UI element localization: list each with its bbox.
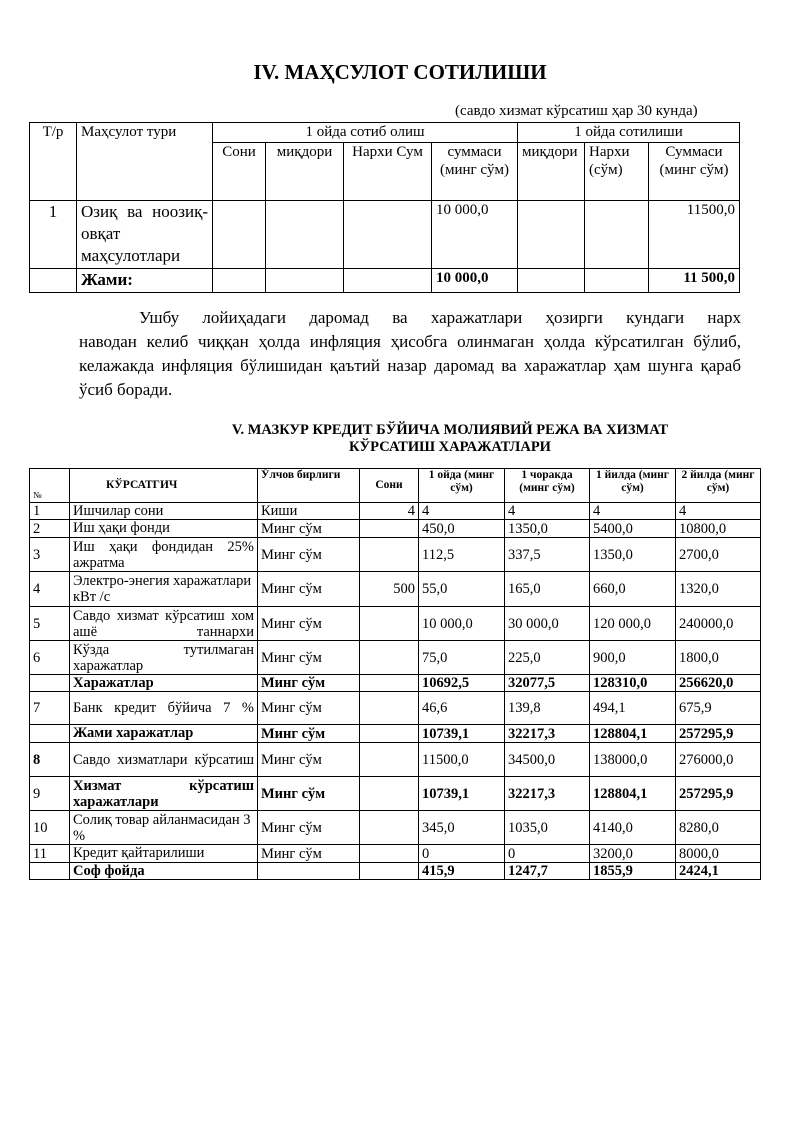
quarter-value: 165,0 [505,572,590,607]
count [360,538,419,572]
row-number [30,725,70,743]
unit: Минг сўм [258,538,360,572]
section-5-title-line1: V. МАЗКУР КРЕДИТ БЎЙИЧА МОЛИЯВИЙ РЕЖА ВА ХИЗМАТ [231,422,669,438]
quarter-value: 1035,0 [505,811,590,845]
row-number: 3 [30,538,70,572]
table-row [30,503,761,520]
unit: Минг сўм [258,811,360,845]
unit: Минг сўм [258,607,360,641]
unit: Минг сўм [258,692,360,725]
table-row [30,641,761,675]
purchase-price-header: Нархи Сум [344,143,432,201]
count [360,845,419,863]
indicator-name: Жами харажатлар [70,725,258,743]
quarter-value: 30 000,0 [505,607,590,641]
row-number: 9 [30,777,70,811]
quarter-value: 32077,5 [505,675,590,692]
purchase-sum-total: 10 000,0 [432,269,518,293]
sales-sum-value: 11500,0 [649,201,740,269]
year1-value: 1855,9 [590,863,676,880]
paragraph-rest: наводан келиб чиққан ҳолда инфляция ҳисобга олинмаган ҳолда кўрсатилган бўлиб, келажакда инфляция бўлишидан қаътий назар даромад ва харажатлар ҳам шунга қараб ўсиб боради. [79,332,741,399]
table-row [30,607,761,641]
count: 500 [360,572,419,607]
section-5-title-line2: КЎРСАТИШ ХАРАЖАТЛАРИ [349,439,551,455]
count [360,863,419,880]
year1-value: 5400,0 [590,520,676,538]
indicator-name: Кредит қайтарилиши [70,845,258,863]
table-row [30,692,761,725]
year1-value: 900,0 [590,641,676,675]
indicator-name: Савдо хизматлари кўрсатиш [70,743,258,777]
quarter-value: 1247,7 [505,863,590,880]
month-value: 46,6 [419,692,505,725]
row-number: 1 [30,201,77,269]
count [360,641,419,675]
sales-group-header: 1 ойда сотилиши [518,123,740,143]
section-4-note: (савдо хизмат кўрсатиш ҳар 30 кунда) [455,103,698,119]
year1-value: 660,0 [590,572,676,607]
unit: Минг сўм [258,520,360,538]
quarter-value: 225,0 [505,641,590,675]
year2-value: 256620,0 [676,675,761,692]
year1-value: 3200,0 [590,845,676,863]
purchase-sum-value: 10 000,0 [432,201,518,269]
purchase-group-header: 1 ойда сотиб олиш [213,123,518,143]
month-value: 0 [419,845,505,863]
purchase-count-header: Сони [213,143,266,201]
indicator-name: Кўзда тутилмаган харажатлар [70,641,258,675]
month-value: 415,9 [419,863,505,880]
year2-value: 8000,0 [676,845,761,863]
year1-value: 1350,0 [590,538,676,572]
month-value: 112,5 [419,538,505,572]
table-row [30,572,761,607]
header-quarter: 1 чоракда (минг сўм) [505,469,590,503]
table-row [30,811,761,845]
indicator-name: Солиқ товар айланмасидан 3 % [70,811,258,845]
table-row [30,863,761,880]
indicator-name: Савдо хизмат кўрсатиш хом ашё таннархи [70,607,258,641]
quarter-value: 32217,3 [505,725,590,743]
year1-value: 4140,0 [590,811,676,845]
month-value: 75,0 [419,641,505,675]
indicator-name: Иш ҳақи фондидан 25% ажратма [70,538,258,572]
indicator-name: Хизмат кўрсатиш харажатлари [70,777,258,811]
body-paragraph [79,306,741,402]
sales-price-header: Нархи (сўм) [585,143,649,201]
header-indicator: КЎРСАТГИЧ [70,469,258,503]
year1-value: 138000,0 [590,743,676,777]
unit: Минг сўм [258,572,360,607]
count [360,743,419,777]
sales-qty-header: миқдори [518,143,585,201]
unit: Минг сўм [258,777,360,811]
header-year2: 2 йилда (минг сўм) [676,469,761,503]
count [360,777,419,811]
month-value: 10739,1 [419,725,505,743]
row-number: 7 [30,692,70,725]
paragraph-first-line: Ушбу лойиҳадаги даромад ва харажатлари ҳозирги кундаги нарх [139,308,741,327]
month-value: 4 [419,503,505,520]
quarter-value: 32217,3 [505,777,590,811]
header-year1: 1 йилда (минг сўм) [590,469,676,503]
table-row [30,520,761,538]
financial-plan-table [29,468,761,880]
year1-value: 128804,1 [590,777,676,811]
indicator-name: Банк кредит бўйича 7 % [70,692,258,725]
header-month: 1 ойда (минг сўм) [419,469,505,503]
year1-value: 4 [590,503,676,520]
row-number [30,863,70,880]
indicator-name: Ишчилар сони [70,503,258,520]
table-row [30,743,761,777]
quarter-value: 337,5 [505,538,590,572]
product-name: Озиқ ва ноозиқ-овқат маҳсулотлари [77,201,213,269]
row-number: 1 [30,503,70,520]
month-value: 10692,5 [419,675,505,692]
unit: Минг сўм [258,675,360,692]
indicator-name: Иш ҳақи фонди [70,520,258,538]
table-row [30,538,761,572]
unit [258,863,360,880]
row-number: 11 [30,845,70,863]
row-number: 10 [30,811,70,845]
count [360,692,419,725]
year2-value: 240000,0 [676,607,761,641]
indicator-name: Харажатлар [70,675,258,692]
unit: Минг сўм [258,725,360,743]
quarter-value: 0 [505,845,590,863]
quarter-value: 4 [505,503,590,520]
year2-value: 10800,0 [676,520,761,538]
sales-table [29,122,740,293]
count [360,811,419,845]
table-row [30,777,761,811]
purchase-qty-header: миқдори [266,143,344,201]
col-product-header: Маҳсулот тури [77,123,213,201]
unit: Минг сўм [258,845,360,863]
indicator-name: Электро-энегия харажатлари кВт /с [70,572,258,607]
section-4-title: IV. МАҲСУЛОТ СОТИЛИШИ [253,60,547,84]
year2-value: 8280,0 [676,811,761,845]
header-unit: Ўлчов бирлиги [258,469,360,503]
count [360,520,419,538]
year1-value: 120 000,0 [590,607,676,641]
count [360,675,419,692]
row-number: 2 [30,520,70,538]
year2-value: 2424,1 [676,863,761,880]
unit: Киши [258,503,360,520]
row-number: 5 [30,607,70,641]
table-row [30,725,761,743]
month-value: 10 000,0 [419,607,505,641]
count [360,725,419,743]
indicator-name: Соф фойда [70,863,258,880]
quarter-value: 1350,0 [505,520,590,538]
year2-value: 257295,9 [676,777,761,811]
year1-value: 494,1 [590,692,676,725]
year1-value: 128804,1 [590,725,676,743]
year2-value: 257295,9 [676,725,761,743]
unit: Минг сўм [258,743,360,777]
table-row [30,845,761,863]
total-label: Жами: [77,269,213,293]
sales-sum-header: Суммаси (минг сўм) [649,143,740,201]
month-value: 10739,1 [419,777,505,811]
row-number: 8 [30,743,70,777]
month-value: 55,0 [419,572,505,607]
year1-value: 128310,0 [590,675,676,692]
count [360,607,419,641]
count: 4 [360,503,419,520]
year2-value: 4 [676,503,761,520]
year2-value: 1320,0 [676,572,761,607]
month-value: 11500,0 [419,743,505,777]
row-number: 6 [30,641,70,675]
year2-value: 2700,0 [676,538,761,572]
unit: Минг сўм [258,641,360,675]
sales-sum-total: 11 500,0 [649,269,740,293]
header-count: Сони [360,469,419,503]
col-tr-header: Т/р [30,123,77,201]
table-row [30,675,761,692]
purchase-sum-header: суммаси (минг сўм) [432,143,518,201]
quarter-value: 139,8 [505,692,590,725]
quarter-value: 34500,0 [505,743,590,777]
month-value: 450,0 [419,520,505,538]
year2-value: 675,9 [676,692,761,725]
row-number: 4 [30,572,70,607]
header-no: № [30,469,70,503]
year2-value: 1800,0 [676,641,761,675]
section-5-title [180,422,720,456]
row-number [30,675,70,692]
year2-value: 276000,0 [676,743,761,777]
month-value: 345,0 [419,811,505,845]
